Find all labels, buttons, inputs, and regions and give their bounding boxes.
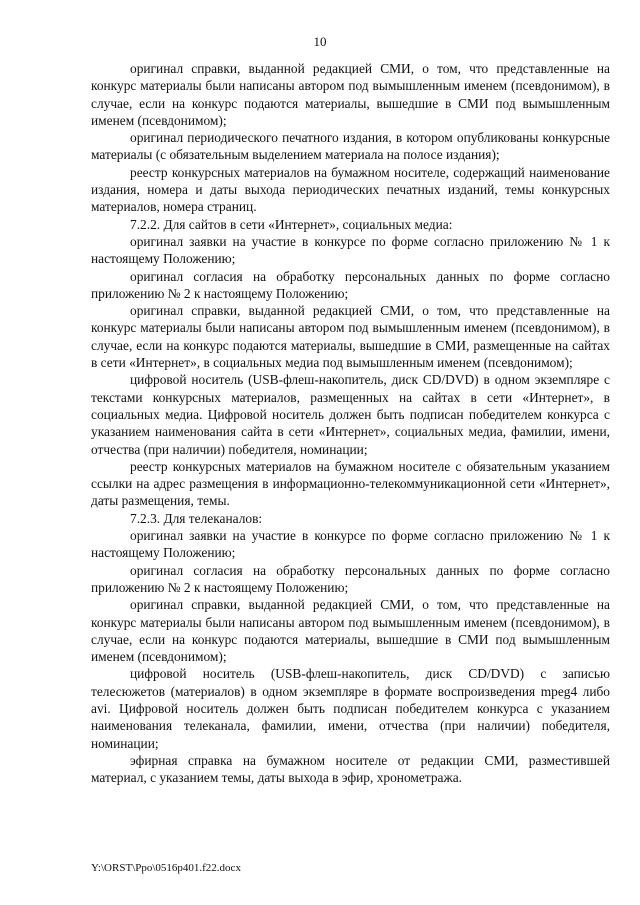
paragraph: оригинал справки, выданной редакцией СМИ, о том, что представленные на конкурс материалы были написаны автором под вымышленным именем (псевдонимом), в случае, если на конкурс подаются материалы, вышедшие в СМИ под вымышленным именем (псевдонимом); [91,61,610,128]
paragraph: оригинал согласия на обработку персональных данных по форме согласно приложению № 2 к настоящему Положению; [91,562,610,595]
paragraph: оригинал справки, выданной редакцией СМИ, о том, что представленные на конкурс материалы были написаны автором под вымышленным именем (псевдонимом), в случае, если на конкурс подаются материалы, вышедшие в СМИ под вымышленным именем (псевдонимом); [91,597,610,665]
paragraph: оригинал согласия на обработку персональных данных по форме согласно приложению № 2 к настоящему Положению; [91,268,610,301]
document-body [91,60,610,786]
page-number: 10 [313,34,327,49]
section-heading: 7.2.3. Для телеканалов: [130,510,263,526]
paragraph: цифровой носитель (USB-флеш-накопитель, диск CD/DVD) в одном экземпляре с текстами конкурсных материалов, размещенных на сайтах в сети «Интернет», в социальных медиа. Цифровой носитель должен быть подписан победителем конкурса с указанием наименования сайта в сети «Интернет», социальных медиа, фамилии, имени, отчества (при наличии) победителя, номинации; [91,372,610,457]
paragraph: оригинал заявки на участие в конкурсе по форме согласно приложению № 1 к настоящему Положению; [91,528,610,561]
paragraph: оригинал справки, выданной редакцией СМИ, о том, что представленные на конкурс материалы были написаны автором под вымышленным именем (псевдонимом), в случае, если на конкурс подаются материалы, вышедшие в СМИ, размещенные на сайтах в сети «Интернет», в социальных медиа под вымышленным именем (псевдонимом); [91,303,610,371]
paragraph: эфирная справка на бумажном носителе от редакции СМИ, разместившей материал, с указанием темы, даты выхода в эфир, хронометража. [91,752,610,786]
paragraph: цифровой носитель (USB-флеш-накопитель, диск CD/DVD) с записью телесюжетов (материалов) в одном экземпляре в формате воспроизведения mpeg4 либо avi. Цифровой носитель должен быть подписан победителем конкурса с указанием наименования телеканала, фамилии, имени, отчества (при наличии) победителя, номинации; [91,666,610,751]
paragraph: реестр конкурсных материалов на бумажном носителе с обязательным указанием ссылки на адрес размещения в информационно-телекоммуникационной сети «Интернет», даты размещения, темы. [91,458,610,509]
paragraph: реестр конкурсных материалов на бумажном носителе, содержащий наименование издания, номера и даты выхода периодических печатных изданий, темы конкурсных материалов, номера страниц. [91,164,610,215]
paragraph: оригинал периодического печатного издания, в котором опубликованы конкурсные материалы (с обязательным выделением материала на полосе издания); [91,130,610,163]
paragraph: оригинал заявки на участие в конкурсе по форме согласно приложению № 1 к настоящему Положению; [91,233,610,267]
footer-file-path: Y:\ORST\Ppo\0516p401.f22.docx [91,862,241,874]
section-heading: 7.2.2. Для сайтов в сети «Интернет», социальных медиа: [130,216,453,232]
